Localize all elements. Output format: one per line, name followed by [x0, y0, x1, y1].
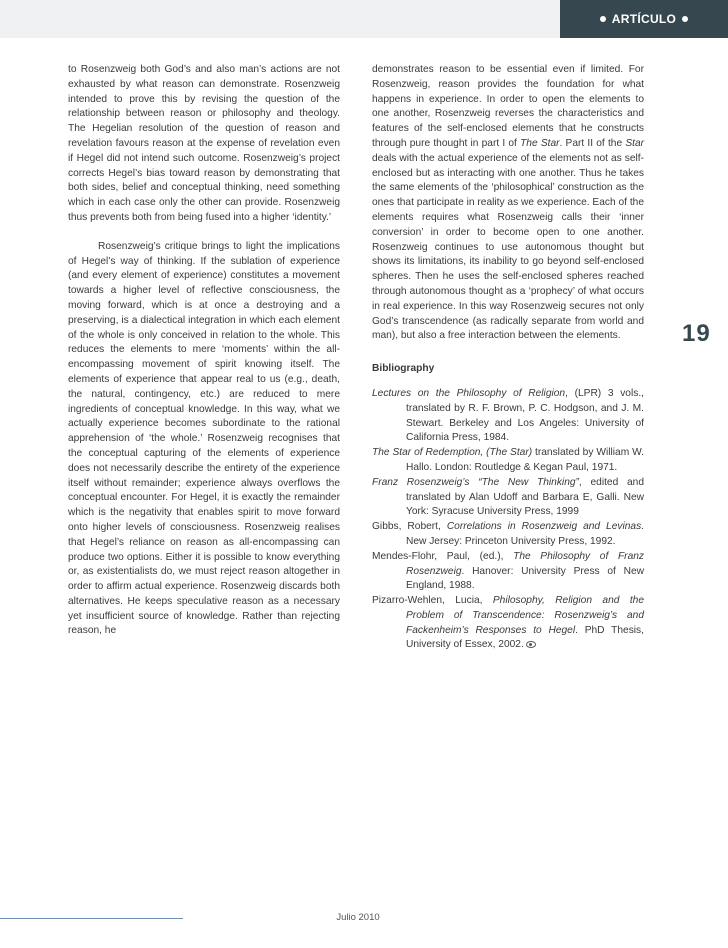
- bibliography-entry: Pizarro-Wehlen, Lucia, Philosophy, Religion and the Problem of Transcendence: Rosenzweig’s and Fackenheim’s Responses to Hegel. PhD Thesis, University of Essex, 2002.: [372, 595, 645, 651]
- page-number: 19: [682, 320, 711, 347]
- dot-icon: [600, 16, 606, 22]
- paragraph: Rosenzweig’s critique brings to light the implications of Hegel’s way of thinking. If the sublation of experience (and every element of experience) constitutes a movement towards a higher level of reflective consciousness, the moving forward, which is at once a destroying and a preserving, is a dialectical integration in which each element of the whole is only conceived in relation to the whole. This reduces the elements to mere ‘moments’ within the all-encompassing movement of spirit knowing itself. The elements of experience that appear real to us (e.g., death, the natural, contingency, etc.) are reduced to mere ingredients of conceptual knowledge. In this way, what we actually experience becomes subordinate to the rational apprehension of ‘the whole.’ Rosenzweig recognises that the conceptual capturing of the elements of experience does not necessarily describe the entirety of the experience itself without remainder; experience always overflows the conceptual encounter. For Hegel, it is exactly the remainder which is the negativity that enables spirit to move forward onto higher levels of consciousness. Rosenzweig realises that Hegel’s reliance on reason as all-encompassing can produce two options. Either it is possible to know everything or, as existentialists do, we must reject reason altogether in order to affirm actual experience. Rosenzweig discards both alternatives. He keeps speculative reason as a necessary yet insufficient source of knowledge. Rather than rejecting reason, he: [68, 240, 340, 637]
- dot-icon: [682, 16, 688, 22]
- bibliography-entry: Gibbs, Robert, Correlations in Rosenzweig and Levinas. New Jersey: Princeton University Press, 1992.: [372, 521, 645, 547]
- paragraph: demonstrates reason to be essential even if limited. For Rosenzweig, reason provides the foundation for what happens in experience. In order to open the elements to one another, Rosenzweig reverses the characteristics and features of the self-enclosed elements that he constructs through pure thought in part I of The Star. Part II of the Star deals with the actual experience of the elements not as self-enclosed but as interacting with one another. Thus he takes the same elements of the ‘philosophical’ construction as the ones that participate in reality as we experience. Each of the elements requires what Rosenzweig calls their ‘inner conversion’ in order to become open to one another. Rosenzweig continues to use autonomous thought but shows its limitations, its inability to go beyond self-enclosed spheres. Then he uses the self-enclosed spheres reached through autonomous thought as a ‘prophecy’ of what occurs in real experience. In this way Rosenzweig secures not only God’s transcendence (as radically separate from world and man), but also a free interaction between the elements.: [372, 64, 644, 342]
- footer-rule: [0, 918, 183, 919]
- section-label: ARTÍCULO: [611, 12, 677, 26]
- paragraph: to Rosenzweig both God’s and also man’s actions are not exhausted by what reason can demonstrate. Rosenzweig intended to prove this by revising the question of the relationship between reason or philosophy and theology. The Hegelian resolution of the question of reason and revelation favours reason at the expense of revelation even if Hegel did not intend such outcome. Rosenzweig’s project corrects Hegel’s bias toward reason by demonstrating that both sides, belief and conceptual thinking, need something which in each case only the other can provide. Rosenzweig thus prevents both from being fused into a higher ‘identity.’: [68, 64, 340, 223]
- section-tab: [560, 0, 728, 38]
- bibliography-entry: The Star of Redemption, (The Star) translated by William W. Hallo. London: Routledge & Kegan Paul, 1971.: [372, 447, 644, 473]
- left-column: [68, 63, 340, 639]
- bibliography-entry: Mendes-Flohr, Paul, (ed.), The Philosophy of Franz Rosenzweig. Hanover: University Press of New England, 1988.: [372, 550, 644, 592]
- eye-icon: [526, 641, 536, 648]
- bibliography-entry: Franz Rosenzweig’s “The New Thinking”, edited and translated by Alan Udoff and Barbara E, Galli. New York: Syracuse University Press, 1999: [372, 476, 644, 518]
- bibliography-heading: Bibliography: [372, 363, 435, 375]
- bibliography-entry: Lectures on the Philosophy of Religion, (LPR) 3 vols., translated by R. F. Brown, P. C. Hodgson, and J. M. Stewart. Berkeley and Los Angeles: University of California Press, 1984.: [372, 387, 644, 444]
- footer-date: Julio 2010: [336, 912, 380, 923]
- right-column: [372, 63, 644, 653]
